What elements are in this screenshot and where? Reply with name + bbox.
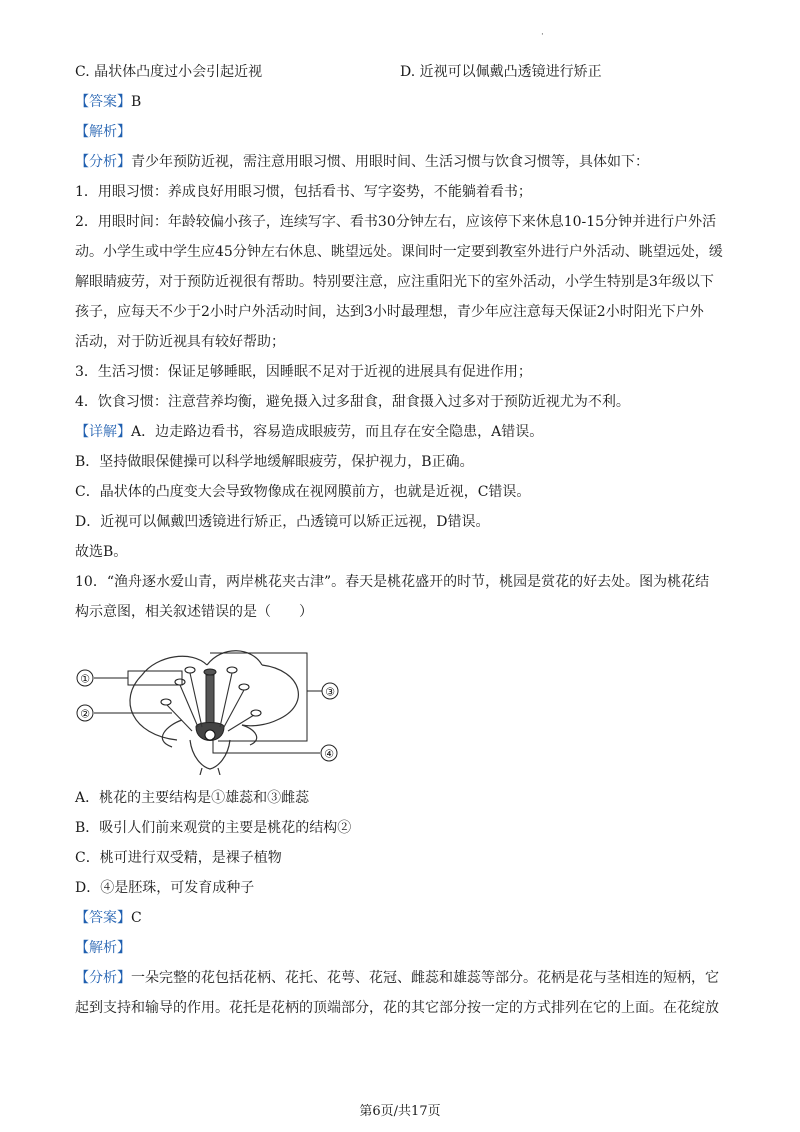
anther <box>251 710 261 716</box>
label-4: ④ <box>324 747 334 761</box>
q10-stem-line: 构示意图，相关叙述错误的是（ ） <box>75 604 313 620</box>
q9-xiangjie-tag: 【详解】 <box>75 424 131 440</box>
anther <box>185 667 195 673</box>
q9-answer-tag: 【答案】 <box>75 94 131 110</box>
q10-analysis-tag: 【解析】 <box>75 940 131 956</box>
q10-answer: C <box>131 910 142 926</box>
q10-fenxi-line-2: 起到支持和输导的作用。花托是花柄的顶端部分，花的其它部分按一定的方式排列在它的上面。在花绽放 <box>75 1000 719 1016</box>
q9-xiangjie-c: C．晶状体的凸度变大会导致物像成在视网膜前方，也就是近视，C错误。 <box>75 484 531 500</box>
q9-point-line: 1．用眼习惯：养成良好用眼习惯，包括看书、写字姿势，不能躺着看书； <box>75 184 532 200</box>
q9-point-line: 3．生活习惯：保证足够睡眠，因睡眠不足对于近视的进展具有促进作用； <box>75 364 532 380</box>
sepal-right <box>242 725 257 745</box>
q10-fenxi-tag: 【分析】 <box>75 970 131 986</box>
q10-answer-line <box>75 908 735 928</box>
q9-answer-line <box>75 92 735 112</box>
label-3: ③ <box>325 685 335 699</box>
peach-flower-diagram <box>72 645 342 775</box>
q9-xiangjie-line <box>75 422 735 442</box>
anther <box>161 699 171 705</box>
label-2: ② <box>80 707 90 721</box>
anther <box>175 679 185 685</box>
q9-point-line: 4．饮食习惯：注意营养均衡，避免摄入过多甜食，甜食摄入过多对于预防近视尤为不利。 <box>75 394 630 410</box>
q9-point-line: 解眼睛疲劳，对于预防近视很有帮助。特别要注意，应注重阳光下的室外活动，小学生特别是3年级以下 <box>75 274 714 290</box>
q9-fenxi-line <box>75 152 735 172</box>
receptacle <box>190 740 230 769</box>
q9-option-d: D. 近视可以佩戴凸透镜进行矫正 <box>400 64 602 80</box>
q9-xiangjie-a: A．边走路边看书，容易造成眼疲劳，而且存在安全隐患，A错误。 <box>131 424 544 440</box>
q10-option-d: D．④是胚珠，可发育成种子 <box>75 880 255 896</box>
q9-fenxi-text: 青少年预防近视，需注意用眼习惯、用眼时间、生活习惯与饮食习惯等，具体如下： <box>131 154 649 170</box>
q9-analysis-tag: 【解析】 <box>75 124 131 140</box>
stamen-filament <box>190 673 202 727</box>
q9-point-line: 活动，对于防近视具有较好帮助； <box>75 334 285 350</box>
stamen-filament <box>220 673 232 727</box>
q9-conclusion: 故选B。 <box>75 544 128 560</box>
page-footer: 第6页/共17页 <box>359 1104 441 1119</box>
label-1-bracket <box>94 671 182 685</box>
q10-fenxi-line <box>75 968 735 988</box>
q9-answer: B <box>131 94 142 110</box>
q10-option-c: C．桃可进行双受精，是裸子植物 <box>75 850 282 866</box>
header-dot: · <box>541 30 544 40</box>
q9-option-c: C. 晶状体凸度过小会引起近视 <box>75 64 263 80</box>
q10-option-b: B．吸引人们前来观赏的主要是桃花的结构② <box>75 820 352 836</box>
anther <box>227 667 237 673</box>
q9-xiangjie-b: B．坚持做眼保健操可以科学地缓解眼疲劳，保护视力，B正确。 <box>75 454 474 470</box>
q9-point-line: 孩子，应每天不少于2小时户外活动时间，达到3小时最理想，青少年应注意每天保证2小时阳光下户外 <box>75 304 704 320</box>
q9-xiangjie-d: D．近视可以佩戴凹透镜进行矫正，凸透镜可以矫正远视，D错误。 <box>75 514 490 530</box>
petal-lower-left <box>162 720 182 747</box>
q9-point-line: 2．用眼时间：年龄较偏小孩子，连续写字、看书30分钟左右，应该停下来休息10-15分钟并进行户外活 <box>75 214 717 230</box>
pistil-stigma <box>204 669 216 675</box>
q10-fenxi-text: 一朵完整的花包括花柄、花托、花萼、花冠、雌蕊和雄蕊等部分。花柄是花与茎相连的短柄，它 <box>131 970 719 986</box>
stamen-filament <box>167 705 192 731</box>
q10-stem-line: 10．“渔舟逐水爱山青，两岸桃花夹古津”。春天是桃花盛开的时节，桃园是赏花的好去处。图为桃花结 <box>75 574 710 590</box>
q9-point-line: 动。小学生或中学生应45分钟左右休息、眺望远处。课间时一定要到教室外进行户外活动、眺望远处，缓 <box>75 244 723 260</box>
q10-option-a: A．桃花的主要结构是①雄蕊和③雌蕊 <box>75 790 310 806</box>
anther <box>239 684 249 690</box>
label-1: ① <box>80 672 90 686</box>
q10-answer-tag: 【答案】 <box>75 910 131 926</box>
pistil-style <box>206 675 214 727</box>
q9-fenxi-tag: 【分析】 <box>75 154 131 170</box>
